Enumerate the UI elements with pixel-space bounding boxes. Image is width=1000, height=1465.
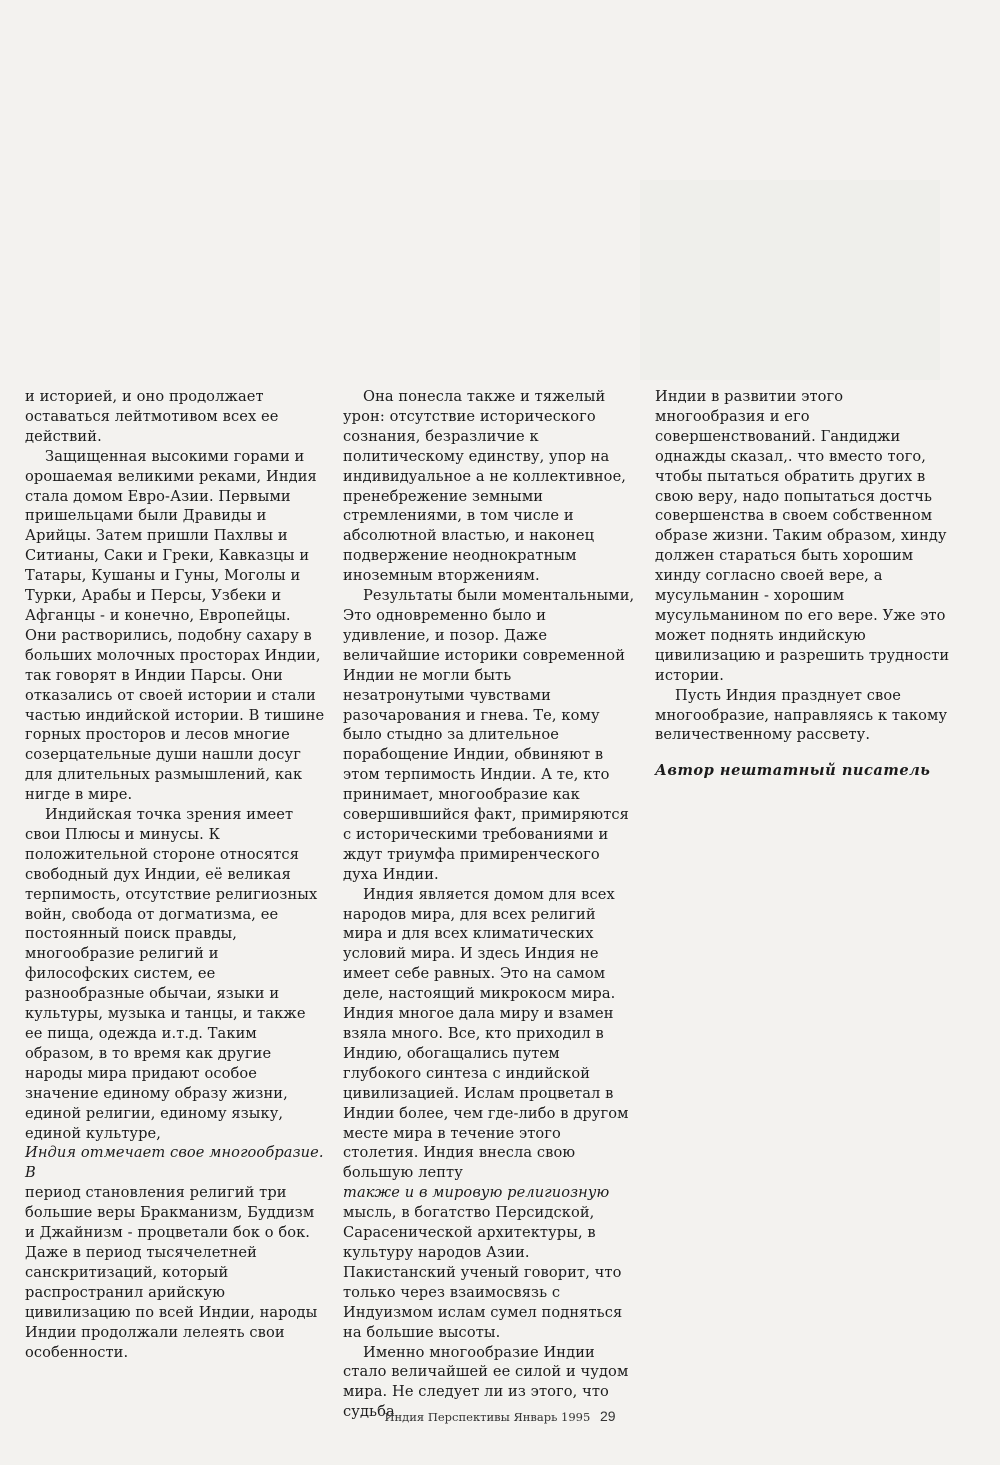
text-column-1 [25,387,325,1362]
paragraph: Именно многообразие Индии стало величайшей ее силой и чудом мира. Не следует ли из этого, что судьба [343,1343,629,1421]
author-note: Автор нештатный писатель [655,762,931,780]
paragraph: Пусть Индия празднует свое многообразие, направляясь к такому величественному рассвету. [655,686,948,744]
text-column-3 [655,387,957,781]
footer-publication: Индия Перспективы Январь 1995 [384,1410,591,1424]
paragraph: Индии в развитии этого многообразия и его совершенствований. Гандиджи однажды сказал,. что вместо того, чтобы пытаться обратить других в свою веру, надо попытаться достчь совершенства в своем собственном образе жизни. Таким образом, хинду должен стараться быть хорошим хинду согласно своей вере, а мусульманин - хорошим мусульманином по его вере. Уже это может поднять индийскую цивилизацию и разрешить трудности истории. [655,388,950,684]
paragraph: и историей, и оно продолжает оставаться лейтмотивом всех ее действий. [25,388,279,445]
page-number: 29 [599,1408,616,1424]
paragraph: Защищенная высокими горами и орошаемая великими реками, Индия стала домом Евро-Азии. Первыми пришельцами были Дравиды и Арийцы. Затем пришли Пахлвы и Ситианы, Саки и Греки, Кавказцы и Татары, Кушаны и Гуны, Моголы и Турки, Арабы и Персы, Узбеки и Афганцы - и конечно, Европейцы. Они растворились, подобну сахару в больших молочных просторах Индии, так говорят в Индии Парсы. Они отказались от своей истории и стали частью индийской истории. В тишине горных просторов и лесов многие созерцательные души нашли досуг для длительных размышлений, как нигде в мире. [25,447,325,804]
paragraph: период становления религий три большие веры Бракманизм, Буддизм и Джайнизм - процветали бок о бок. Даже в период тысячелетней санскритизаций, который распространил арийскую цивилизацию по всей Индии, народы Индии продолжали лелеять свои особенности. [25,1184,318,1361]
paragraph: Индийская точка зрения имеет свои Плюсы и минусы. К положительной стороне относятся свободный дух Индии, её великая терпимость, отсутствие религиозных войн, свобода от догматизма, ее постоянный поиск правды, многообразие религий и философских систем, ее разнообразные обычаи, языки и культуры, музыка и танцы, и также ее пища, одежда и.т.д. Таким образом, в то время как другие народы мира придают особое значение единому образу жизни, единой религии, единому языку, единой культуре, [25,806,318,1142]
paragraph: Результаты были моментальными, Это одновременно было и удивление, и позор. Даже величайшие историки современной Индии не могли быть незатронутыми чувствами разочарования и гнева. Те, кому было стыдно за длительное порабощение Индии, обвиняют в этом терпимость Индии. А те, кто принимает, многообразие как совершившийся факт, примиряются с историческими требованиями и ждут триумфа примиренческого духа Индии. [343,587,635,883]
paragraph: Она понесла также и тяжелый урон: отсутствие исторического сознания, безразличие к политическому единству, упор на индивидуальное а не коллективное, пренебрежение земными стремлениями, в том числе и абсолютной властью, и наконец подвержение неоднократным иноземным вторжениям. [343,388,627,585]
page-footer [0,1408,1000,1424]
bleed-through-area [640,180,940,380]
italic-sentence: Индия отмечает свое многообразие. В [25,1144,324,1182]
paragraph: мысль, в богатство Персидской, Сарасенической архитектуры, в культуру народов Азии. Пакистанский ученый говорит, что только через взаимосвязь с Индуизмом ислам сумел подняться на большие высоты. [343,1204,623,1341]
italic-sentence: также и в мировую религиозную [343,1184,610,1202]
paragraph: Индия является домом для всех народов мира, для всех религий мира и для всех климатических условий мира. И здесь Индия не имеет себе равных. Это на самом деле, настоящий микрокосм мира. Индия многое дала миру и взамен взяла много. Все, кто приходил в Индию, обогащались путем глубокого синтеза с индийской цивилизацией. Ислам процветал в Индии более, чем где-либо в другом месте мира в течение этого столетия. Индия внесла свою большую лепту [343,885,629,1182]
text-column-2 [343,387,635,1422]
